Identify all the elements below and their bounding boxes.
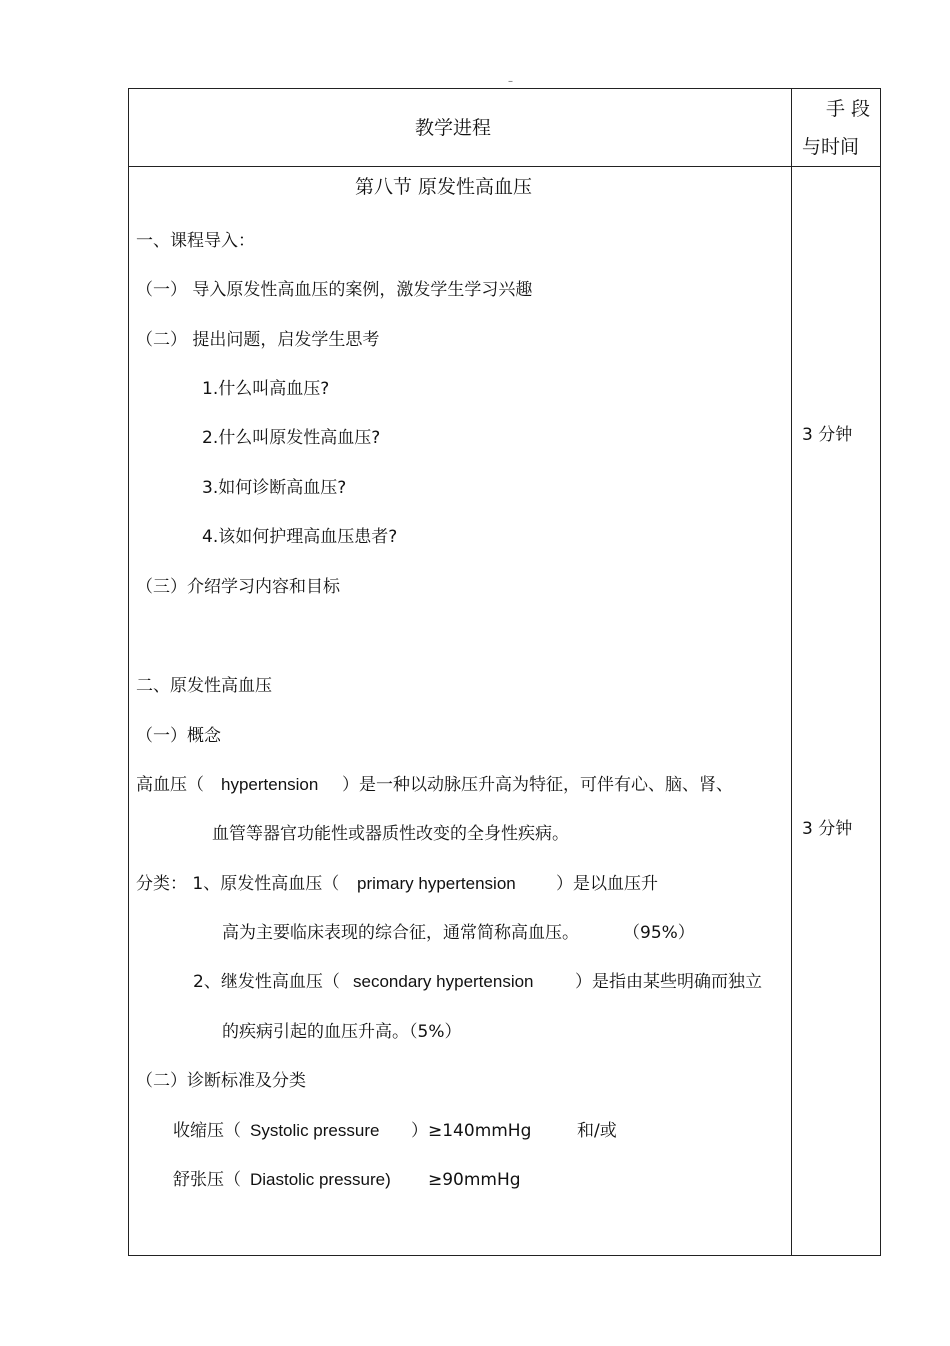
intro-item-3: （三）介绍学习内容和目标 [136,577,340,597]
header-main-col: 教学进程 [415,117,492,139]
definition-prefix: 高血压（ [136,775,204,795]
header-side-col-line1: 手 段 [826,98,871,120]
concept-subheading: （一）概念 [136,726,221,746]
diastolic-label: 舒张压（ [173,1170,241,1190]
definition-line-2: 血管等器官功能性或器质性改变的全身性疾病。 [212,824,569,844]
question-1: 1.什么叫高血压? [202,379,330,399]
secondary-definition-line-2: 的疾病引起的血压升高。（5%） [222,1022,462,1042]
part2-heading: 二、原发性高血压 [136,676,272,696]
header-side-col-line2: 与时间 [802,136,860,158]
intro-item-1: （一） 导入原发性高血压的案例，激发学生学习兴趣 [136,280,533,300]
question-4: 4.该如何护理高血压患者? [202,527,398,547]
intro-heading: 一、课程导入： [136,231,255,251]
page-top-mark: – [508,76,513,87]
classification-prefix: 分类： 1、原发性高血压（ [136,874,340,894]
diagnosis-subheading: （二）诊断标准及分类 [136,1071,306,1091]
intro-item-2: （二） 提出问题，启发学生思考 [136,330,380,350]
diastolic-english-term: Diastolic pressure) [250,1170,391,1189]
and-or-label: 和/或 [577,1121,617,1141]
primary-definition: ）是以血压升 [556,874,658,894]
header-divider [128,166,881,167]
time-label-1: 3 分钟 [802,425,853,445]
question-2: 2.什么叫原发性高血压? [202,428,381,448]
secondary-prefix: 2、继发性高血压（ [193,972,340,992]
definition-text: ）是一种以动脉压升高为特征，可伴有心、脑、肾、 [342,775,733,795]
question-3: 3.如何诊断高血压? [202,478,347,498]
time-label-2: 3 分钟 [802,819,853,839]
systolic-threshold: ）≥140mmHg [411,1121,532,1141]
secondary-definition: ）是指由某些明确而独立 [575,972,762,992]
systolic-label: 收缩压（ [173,1121,241,1141]
primary-percentage: （95%） [623,923,695,943]
column-divider [791,88,792,1256]
diastolic-threshold: ≥90mmHg [428,1170,521,1190]
primary-english-term: primary hypertension [357,874,516,893]
secondary-english-term: secondary hypertension [353,972,534,991]
primary-definition-line-2: 高为主要临床表现的综合征，通常简称高血压。 [222,923,579,943]
systolic-english-term: Systolic pressure [250,1121,380,1140]
definition-english-term: hypertension [221,775,319,794]
section-title: 第八节 原发性高血压 [355,176,533,198]
